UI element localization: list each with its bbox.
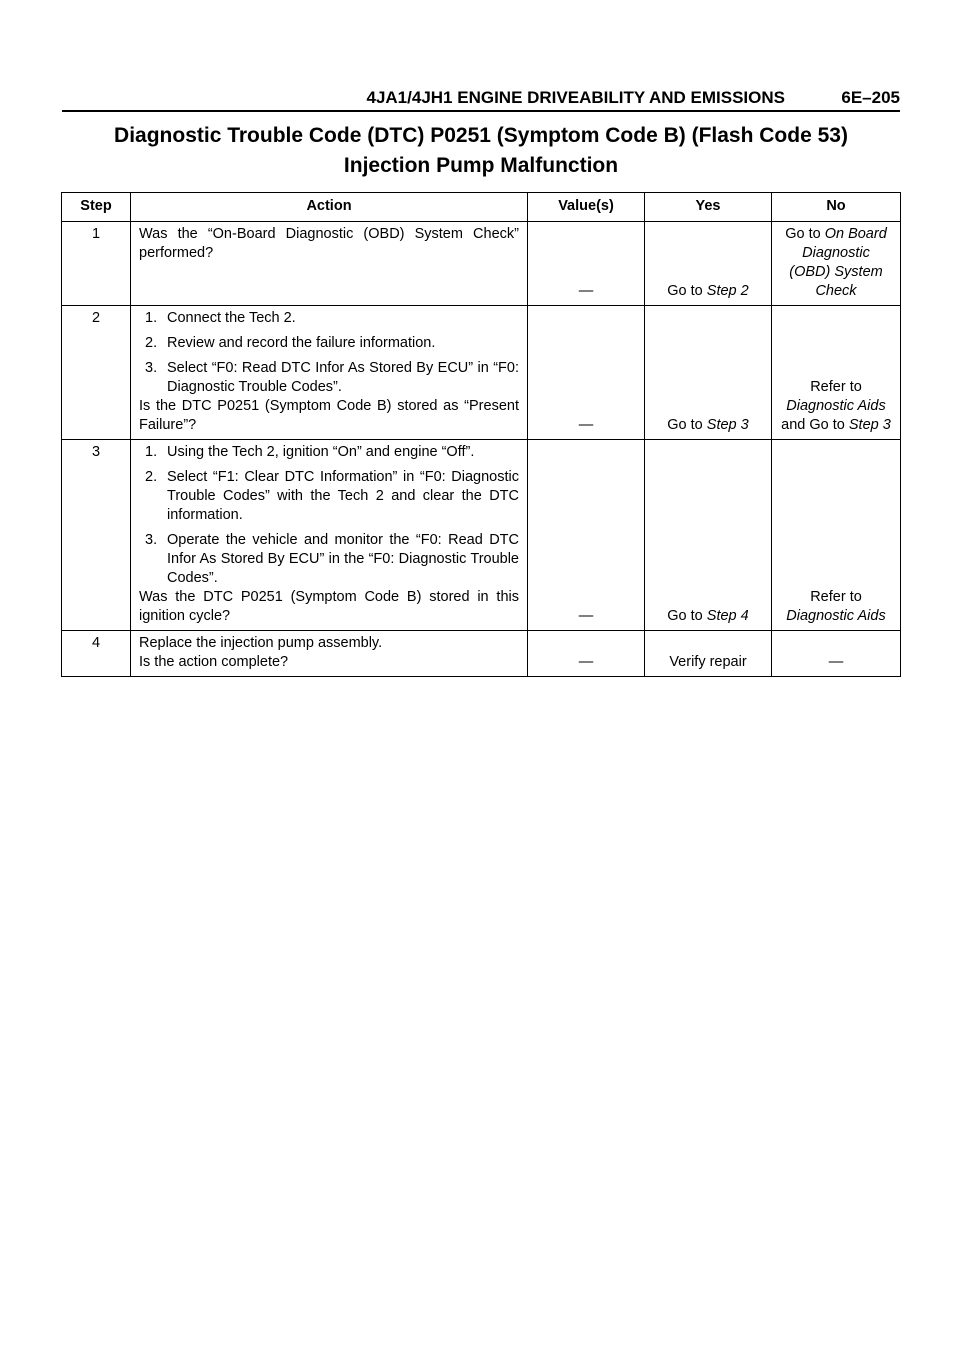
action-step-item: 2. Select “F1: Clear DTC Information” in “F0: Diagnostic Trouble Codes” with the Tech 2 and clear the DTC information.: [145, 469, 519, 523]
no-step-link[interactable]: Step 3: [848, 417, 891, 433]
step-item-number: 2.: [145, 335, 158, 351]
section-title: 4JA1/4JH1 ENGINE DRIVEABILITY AND EMISSIONS: [366, 88, 785, 107]
action-cell: [131, 222, 528, 306]
step-item-number: 2.: [145, 469, 158, 485]
yes-step-link[interactable]: Step 4: [706, 608, 749, 624]
step-item-number: 1.: [145, 310, 158, 326]
action-instruction: Replace the injection pump assembly.: [139, 635, 383, 651]
value-cell: —: [528, 631, 645, 677]
no-cell: [772, 440, 901, 631]
no-cell: [772, 222, 901, 306]
no-step-link[interactable]: On Board Diagnostic (OBD) System Check: [789, 226, 887, 299]
no-cell: [772, 306, 901, 440]
action-step-item: 1. Using the Tech 2, ignition “On” and engine “Off”.: [145, 444, 475, 460]
no-text: Refer to: [810, 379, 862, 395]
action-question: Is the action complete?: [139, 654, 289, 670]
step-number: 3: [62, 440, 131, 631]
title-line-2: Injection Pump Malfunction: [343, 154, 619, 177]
yes-cell: [645, 222, 772, 306]
table-row: [62, 222, 901, 306]
no-cell: —: [772, 631, 901, 677]
no-text: Go to: [785, 226, 825, 242]
no-text-2: and Go to: [781, 417, 849, 433]
col-header-values: Value(s): [528, 193, 645, 222]
action-cell: [131, 440, 528, 631]
action-question: Is the DTC P0251 (Symptom Code B) stored as “Present Failure”?: [139, 398, 519, 433]
step-item-number: 3.: [145, 532, 158, 548]
document-title: [62, 121, 900, 181]
col-header-yes: Yes: [645, 193, 772, 222]
diagnostic-aids-link[interactable]: Diagnostic Aids: [786, 398, 886, 414]
yes-cell: [645, 306, 772, 440]
col-header-no: No: [772, 193, 901, 222]
action-cell: [131, 631, 528, 677]
diagnostic-table: [61, 192, 901, 677]
no-text: Refer to: [810, 589, 862, 605]
step-number: 1: [62, 222, 131, 306]
yes-cell: Verify repair: [645, 631, 772, 677]
yes-text: Go to: [667, 283, 707, 299]
table-header-row: [62, 193, 901, 222]
value-cell: —: [528, 440, 645, 631]
value-cell: —: [528, 222, 645, 306]
yes-text: Go to: [667, 608, 707, 624]
action-step-item: 3. Operate the vehicle and monitor the “F0: Read DTC Infor As Stored By ECU” in the “F0: Diagnostic Trouble Codes”.: [145, 532, 519, 586]
table-row: [62, 631, 901, 677]
col-header-step: Step: [62, 193, 131, 222]
yes-step-link[interactable]: Step 3: [706, 417, 749, 433]
action-cell: [131, 306, 528, 440]
step-number: 4: [62, 631, 131, 677]
yes-step-link[interactable]: Step 2: [706, 283, 749, 299]
col-header-action: Action: [131, 193, 528, 222]
table-row: [62, 306, 901, 440]
value-cell: —: [528, 306, 645, 440]
action-question: Was the DTC P0251 (Symptom Code B) stored in this ignition cycle?: [139, 589, 519, 624]
page-number: 6E–205: [841, 88, 900, 107]
action-step-item: 1. Connect the Tech 2.: [145, 310, 296, 326]
action-question: Was the “On-Board Diagnostic (OBD) System Check” performed?: [139, 226, 519, 261]
step-item-number: 1.: [145, 444, 158, 460]
yes-text: Go to: [667, 417, 707, 433]
page-header: [62, 88, 900, 112]
action-step-item: 3. Select “F0: Read DTC Infor As Stored By ECU” in “F0: Diagnostic Trouble Codes”.: [145, 360, 519, 395]
action-step-item: 2. Review and record the failure information.: [145, 335, 436, 351]
table-row: [62, 440, 901, 631]
title-line-1: Diagnostic Trouble Code (DTC) P0251 (Symptom Code B) (Flash Code 53): [114, 124, 848, 147]
step-item-number: 3.: [145, 360, 158, 376]
diagnostic-aids-link[interactable]: Diagnostic Aids: [786, 608, 886, 624]
step-number: 2: [62, 306, 131, 440]
action-steps-list: [139, 309, 519, 397]
action-steps-list: [139, 443, 519, 588]
yes-cell: [645, 440, 772, 631]
